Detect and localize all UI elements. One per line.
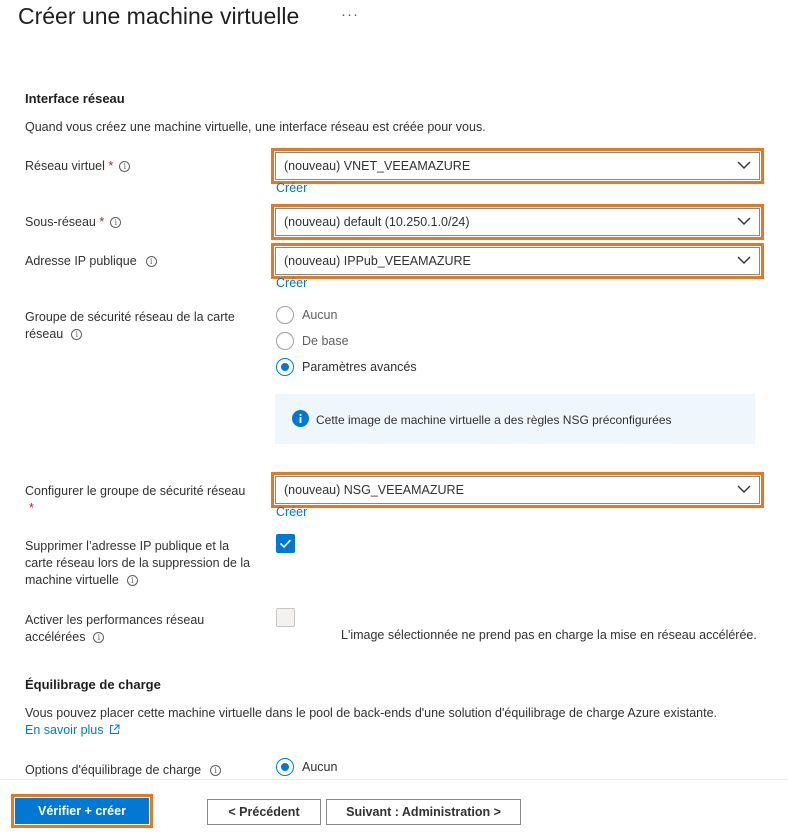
delete-ip-checkbox[interactable] xyxy=(276,534,295,553)
review-create-button[interactable]: Vérifier + créer xyxy=(15,798,149,824)
info-icon[interactable]: i xyxy=(71,329,82,340)
page-title: Créer une machine virtuelle xyxy=(18,3,300,29)
configure-nsg-create-link[interactable]: Créer xyxy=(276,505,308,519)
nsg-radio-basic-label: De base xyxy=(302,334,349,348)
vnet-dropdown[interactable]: (nouveau) VNET_VEEAMAZURE xyxy=(275,152,760,180)
load-balancing-options-label: Options d'équilibrage de charge i xyxy=(25,762,221,779)
more-options-icon[interactable]: ··· xyxy=(341,6,359,23)
configure-nsg-label: Configurer le groupe de sécurité réseau * xyxy=(25,483,265,517)
nsg-radio-advanced-label: Paramètres avancés xyxy=(302,360,417,374)
load-balancing-radio-none[interactable] xyxy=(276,758,294,776)
public-ip-dropdown[interactable]: (nouveau) IPPub_VEEAMAZURE xyxy=(275,247,760,275)
learn-more-link[interactable]: En savoir plus xyxy=(25,723,120,737)
required-asterisk: * xyxy=(108,159,114,173)
checkmark-icon xyxy=(277,535,294,552)
load-balancing-description: Vous pouvez placer cette machine virtuelle dans le pool de back-ends d'une solution d'équilibrage de charge Azure existante. xyxy=(25,706,718,720)
previous-button[interactable]: < Précédent xyxy=(207,799,321,825)
info-filled-icon xyxy=(292,410,309,427)
nsg-radio-none-label: Aucun xyxy=(302,308,338,322)
nsg-info-box xyxy=(275,394,755,444)
subnet-label: Sous-réseau * i xyxy=(25,214,121,231)
info-icon[interactable]: i xyxy=(119,161,130,172)
nsg-radio-none[interactable] xyxy=(276,306,294,324)
nsg-info-text: Cette image de machine virtuelle a des règles NSG préconfigurées xyxy=(316,413,672,427)
nsg-radio-advanced[interactable] xyxy=(276,358,294,376)
configure-nsg-dropdown[interactable]: (nouveau) NSG_VEEAMAZURE xyxy=(275,476,760,504)
load-balancing-radio-none-label: Aucun xyxy=(302,760,338,774)
public-ip-create-link[interactable]: Créer xyxy=(276,276,308,290)
public-ip-label: Adresse IP publique i xyxy=(25,253,157,270)
next-button[interactable]: Suivant : Administration > xyxy=(326,799,521,825)
info-icon[interactable]: i xyxy=(210,765,221,776)
chevron-down-icon xyxy=(737,485,751,494)
required-asterisk: * xyxy=(29,501,34,515)
subnet-dropdown[interactable]: (nouveau) default (10.250.1.0/24) xyxy=(275,208,760,236)
nic-nsg-label: Groupe de sécurité réseau de la carte réseau i xyxy=(25,310,235,341)
load-balancing-heading: Équilibrage de charge xyxy=(25,677,161,692)
external-link-icon xyxy=(109,724,120,735)
footer-divider xyxy=(0,779,788,780)
info-icon[interactable]: i xyxy=(127,575,138,586)
nsg-radio-basic[interactable] xyxy=(276,332,294,350)
accelerated-networking-label: Activer les performances réseau accélérées i xyxy=(25,613,205,644)
info-icon[interactable]: i xyxy=(110,217,121,228)
vnet-label: Réseau virtuel * i xyxy=(25,158,130,175)
accelerated-networking-checkbox xyxy=(276,608,295,627)
accelerated-networking-note: L'image sélectionnée ne prend pas en charge la mise en réseau accélérée. xyxy=(341,628,757,642)
chevron-down-icon xyxy=(737,256,751,265)
info-icon[interactable]: i xyxy=(146,256,157,267)
vnet-create-link[interactable]: Créer xyxy=(276,181,308,195)
delete-ip-label: Supprimer l’adresse IP publique et la carte réseau lors de la suppression de la machine virtuelle i xyxy=(25,539,251,587)
network-interface-description: Quand vous créez une machine virtuelle, une interface réseau est créée pour vous. xyxy=(25,120,486,134)
info-icon[interactable]: i xyxy=(93,632,104,643)
chevron-down-icon xyxy=(737,161,751,170)
chevron-down-icon xyxy=(737,217,751,226)
required-asterisk: * xyxy=(99,215,105,229)
network-interface-heading: Interface réseau xyxy=(25,91,125,106)
